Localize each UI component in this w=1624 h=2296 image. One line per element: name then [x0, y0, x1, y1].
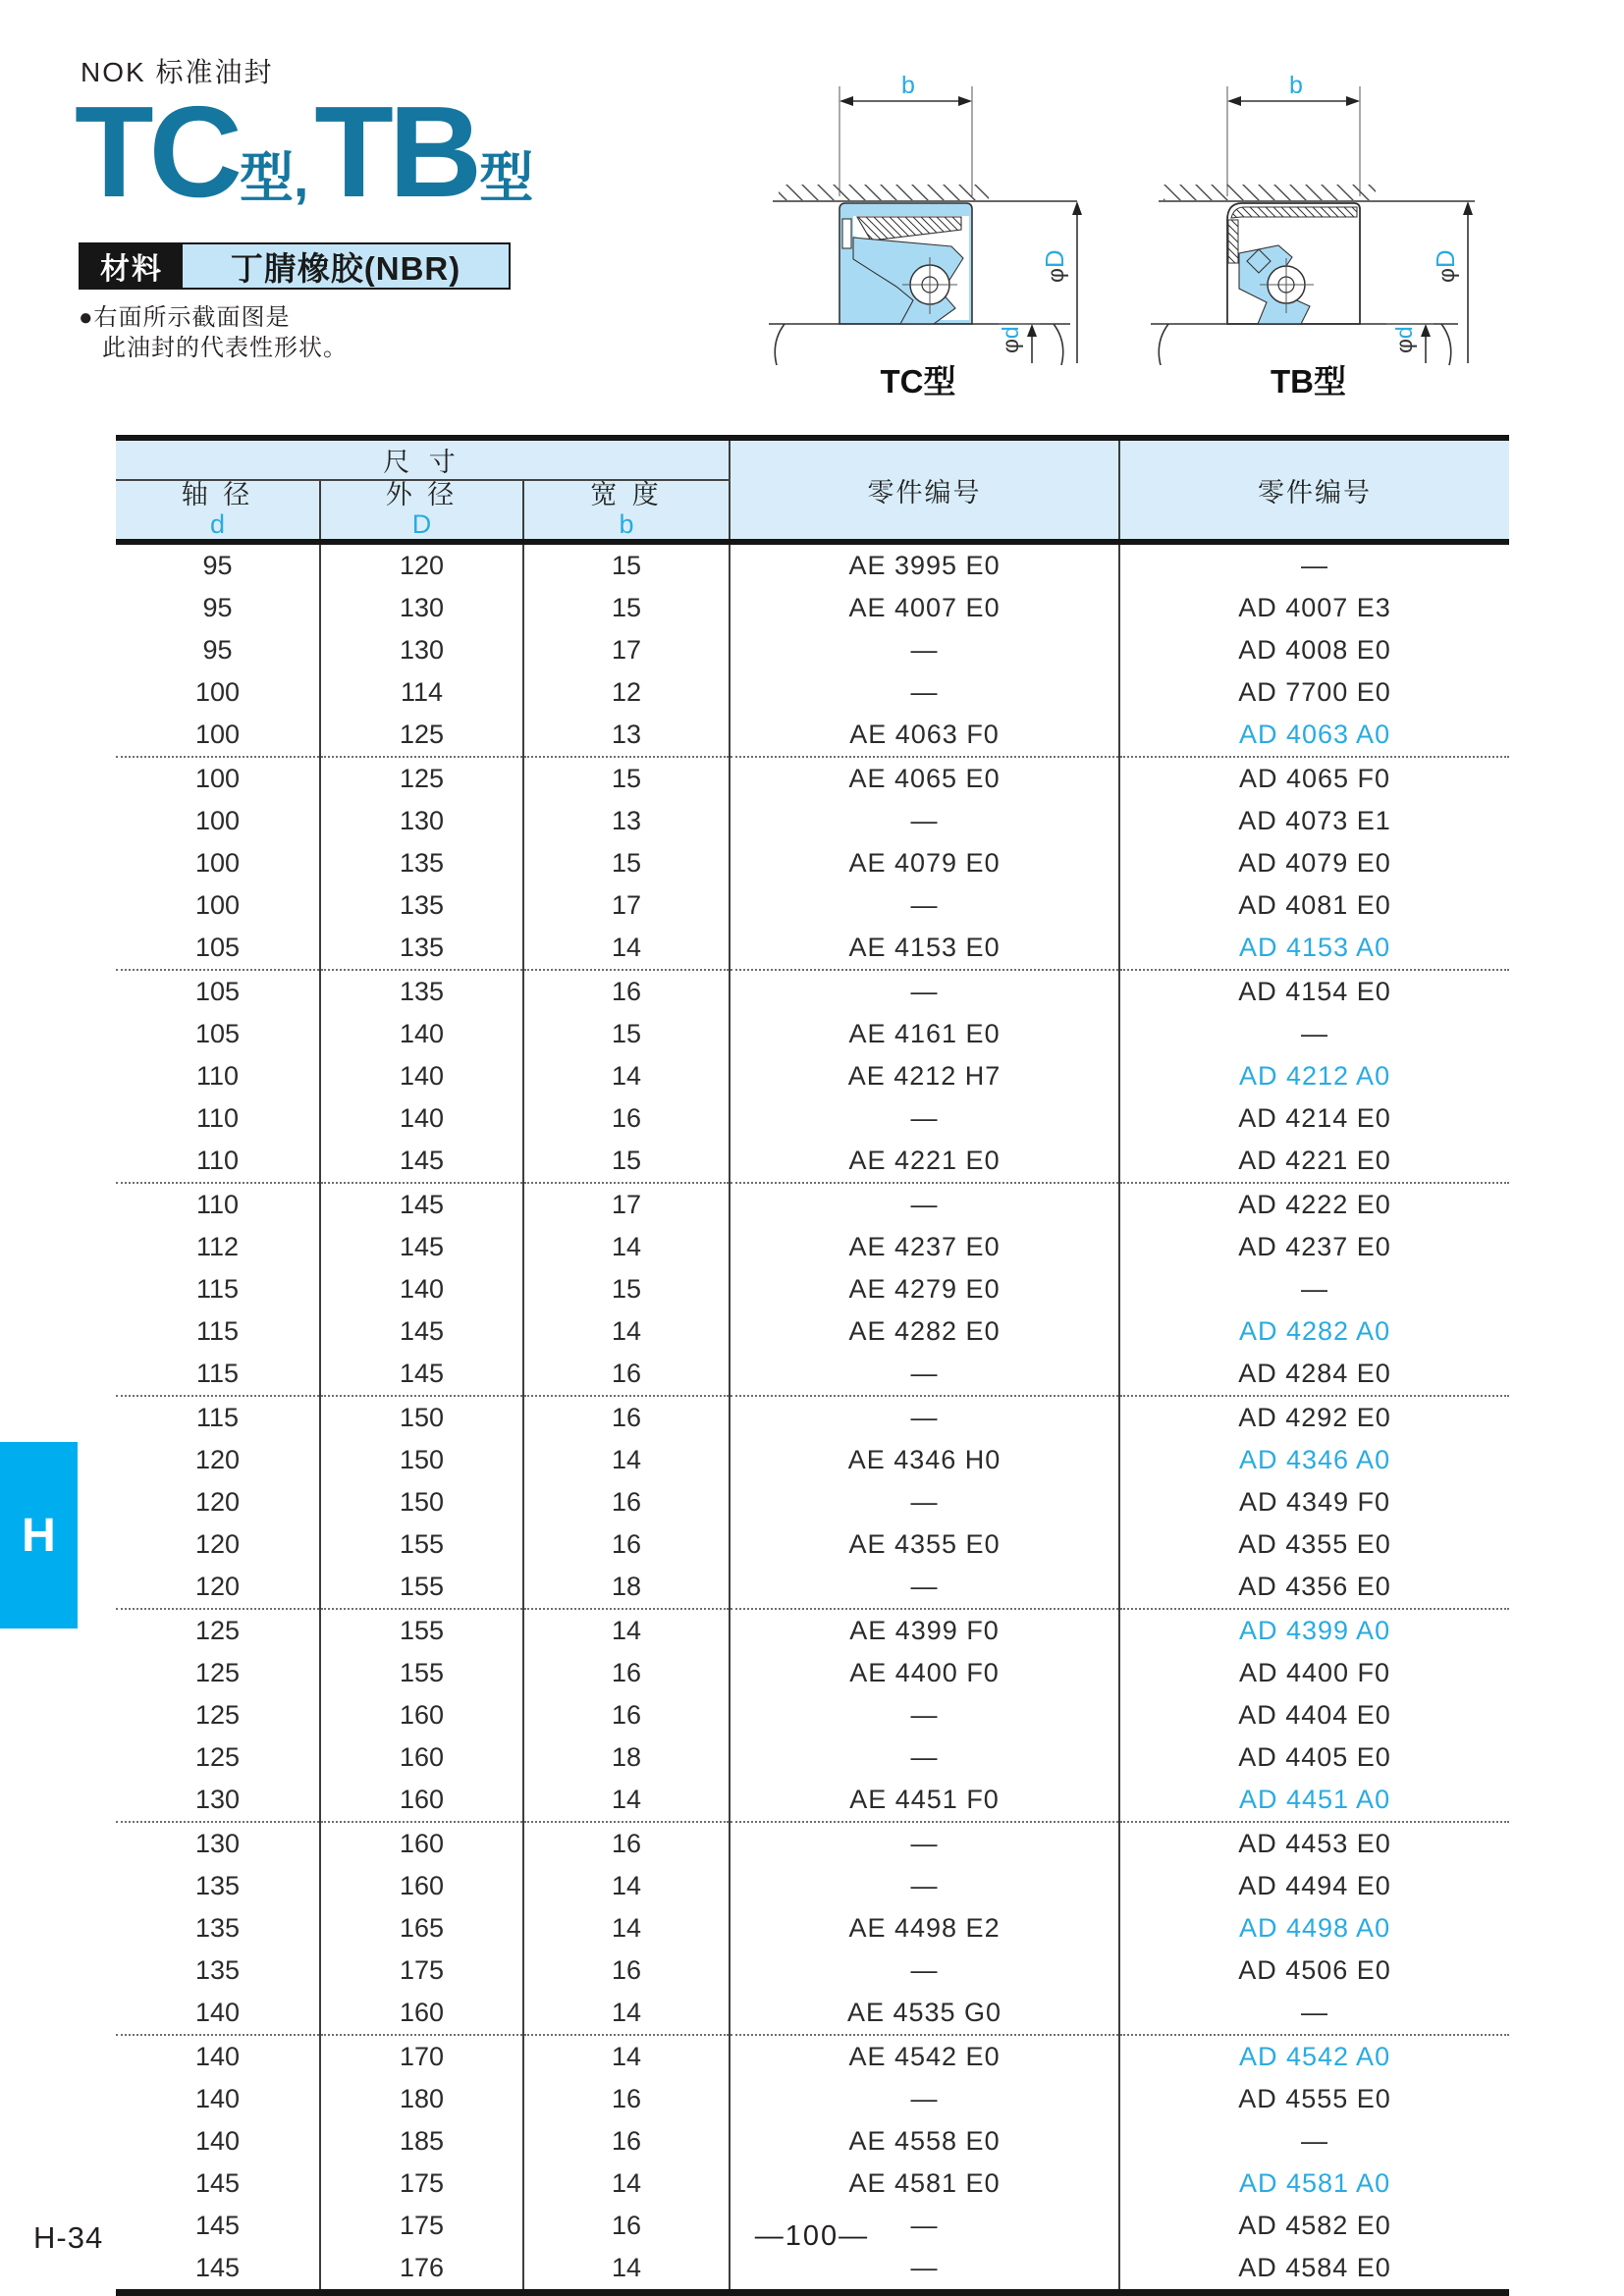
cell-shaft-diameter: 145 — [194, 2211, 241, 2241]
table-row — [116, 800, 1509, 842]
cell-outer-diameter: 114 — [320, 671, 523, 714]
title-tb-suffix: 型 — [479, 147, 534, 208]
header-part-number-tc: 零件编号 — [730, 438, 1119, 542]
cell-part-number-tb: AD 4581 A0 — [1119, 2163, 1509, 2205]
table-row — [116, 1992, 1509, 2035]
material-bar — [79, 242, 511, 290]
cell-part-number-tb: AD 4292 E0 — [1119, 1396, 1509, 1439]
tc-dim-d-label: φd — [998, 326, 1023, 353]
cell-width: 14 — [523, 2035, 730, 2078]
cell-shaft-diameter: 115 — [195, 1316, 240, 1347]
tc-diagram-caption: TC型 — [880, 363, 956, 400]
section-tab-h: H — [0, 1442, 78, 1629]
table-row — [116, 1353, 1509, 1396]
cell-shaft-diameter: 115 — [195, 1274, 240, 1305]
table-row — [116, 970, 1509, 1013]
cell-shaft-diameter: 110 — [195, 1061, 240, 1092]
cell-outer-diameter: 130 — [320, 587, 523, 629]
table-row — [116, 1396, 1509, 1439]
cell-part-number-tc: AE 4161 E0 — [730, 1013, 1119, 1055]
cell-part-number-tc: AE 4279 E0 — [730, 1268, 1119, 1310]
table-row — [116, 1609, 1509, 1652]
cell-width: 14 — [523, 1907, 730, 1949]
cell-part-number-tc: AE 4542 E0 — [730, 2035, 1119, 2078]
cell-part-number-tc: AE 4065 E0 — [730, 757, 1119, 800]
cell-outer-diameter: 135 — [320, 927, 523, 970]
tc-dim-D-label: φD — [1040, 249, 1069, 283]
header-outer-diameter: 外 径 D — [320, 480, 523, 542]
cell-part-number-tb: AD 4222 E0 — [1119, 1183, 1509, 1226]
table-row — [116, 1310, 1509, 1353]
tc-seal-cross-section-diagram — [751, 71, 1085, 365]
cell-part-number-tb: AD 4453 E0 — [1119, 1822, 1509, 1865]
cell-part-number-tb: AD 4582 E0 — [1119, 2205, 1509, 2247]
cell-part-number-tb: AD 4073 E1 — [1119, 800, 1509, 842]
cell-part-number-tb: AD 7700 E0 — [1119, 671, 1509, 714]
cell-width: 16 — [523, 1822, 730, 1865]
cell-shaft-diameter: 120 — [194, 1487, 241, 1518]
cell-outer-diameter: 185 — [320, 2120, 523, 2163]
cell-outer-diameter: 160 — [320, 1694, 523, 1736]
cell-width: 14 — [523, 2247, 730, 2293]
table-row — [116, 927, 1509, 970]
cell-part-number-tb: AD 4400 F0 — [1119, 1652, 1509, 1694]
cell-width: 14 — [523, 1310, 730, 1353]
cell-part-number-tc: — — [730, 2078, 1119, 2120]
cell-shaft-diameter: 95 — [202, 593, 233, 623]
cell-width: 16 — [523, 1097, 730, 1140]
cell-width: 14 — [523, 2163, 730, 2205]
cell-part-number-tc: — — [730, 1183, 1119, 1226]
cell-shaft-diameter: 125 — [194, 1658, 241, 1688]
cell-shaft-diameter: 120 — [194, 1529, 241, 1560]
table-row — [116, 1949, 1509, 1992]
table-row — [116, 671, 1509, 714]
cell-part-number-tc: AE 4212 H7 — [730, 1055, 1119, 1097]
footer-page-code: H-34 — [33, 2220, 104, 2255]
cell-part-number-tc: AE 4400 F0 — [730, 1652, 1119, 1694]
table-row — [116, 1013, 1509, 1055]
material-value: 丁腈橡胶(NBR) — [183, 244, 509, 288]
table-row — [116, 884, 1509, 927]
table-row — [116, 2120, 1509, 2163]
table-row — [116, 1822, 1509, 1865]
cell-outer-diameter: 160 — [320, 1865, 523, 1907]
table-header — [116, 438, 1509, 542]
cell-width: 16 — [523, 2120, 730, 2163]
cell-outer-diameter: 155 — [320, 1566, 523, 1609]
cell-shaft-diameter: 115 — [195, 1403, 240, 1433]
cell-outer-diameter: 150 — [320, 1396, 523, 1439]
cell-part-number-tc: AE 4221 E0 — [730, 1140, 1119, 1183]
cell-part-number-tc: AE 4498 E2 — [730, 1907, 1119, 1949]
cell-part-number-tb: AD 4081 E0 — [1119, 884, 1509, 927]
cell-part-number-tc: AE 4007 E0 — [730, 587, 1119, 629]
cell-part-number-tc: AE 4581 E0 — [730, 2163, 1119, 2205]
cell-part-number-tb: AD 4237 E0 — [1119, 1226, 1509, 1268]
table-row — [116, 1566, 1509, 1609]
table-row — [116, 2078, 1509, 2120]
cell-part-number-tb: — — [1119, 1268, 1509, 1310]
cell-outer-diameter: 140 — [320, 1097, 523, 1140]
title-tb: TB — [314, 80, 478, 224]
cell-part-number-tc: — — [730, 1736, 1119, 1779]
table-row — [116, 1523, 1509, 1566]
table-row — [116, 2163, 1509, 2205]
cell-shaft-diameter: 135 — [194, 1913, 241, 1944]
cell-part-number-tc: AE 4153 E0 — [730, 927, 1119, 970]
cell-shaft-diameter: 95 — [202, 551, 233, 581]
table-row — [116, 1183, 1509, 1226]
cell-shaft-diameter: 105 — [116, 927, 320, 970]
cell-part-number-tb: AD 4007 E3 — [1119, 587, 1509, 629]
cell-width: 12 — [523, 671, 730, 714]
cell-part-number-tc: AE 4451 F0 — [730, 1779, 1119, 1822]
table-row — [116, 1694, 1509, 1736]
cell-part-number-tc: — — [730, 884, 1119, 927]
table-row — [116, 1481, 1509, 1523]
cell-width: 16 — [523, 970, 730, 1013]
cell-part-number-tc: — — [730, 1822, 1119, 1865]
table-row — [116, 1439, 1509, 1481]
cell-outer-diameter: 140 — [320, 1268, 523, 1310]
cell-shaft-diameter: 120 — [116, 1566, 320, 1609]
table-row — [116, 1736, 1509, 1779]
cell-outer-diameter: 135 — [320, 884, 523, 927]
header-shaft-diameter: 轴 径 d — [116, 480, 320, 542]
cell-outer-diameter: 145 — [320, 1226, 523, 1268]
cell-shaft-diameter: 110 — [116, 1140, 320, 1183]
cell-shaft-diameter: 145 — [194, 2168, 241, 2199]
cell-shaft-diameter: 140 — [116, 1992, 320, 2035]
title-tc: TC — [75, 80, 238, 224]
cell-part-number-tb: AD 4284 E0 — [1119, 1353, 1509, 1396]
cell-width: 13 — [523, 800, 730, 842]
cell-shaft-diameter: 100 — [194, 764, 241, 794]
cell-outer-diameter: 160 — [320, 1822, 523, 1865]
cell-width: 14 — [523, 1226, 730, 1268]
table-row — [116, 1226, 1509, 1268]
cell-outer-diameter: 140 — [320, 1055, 523, 1097]
tb-seal-cross-section-diagram — [1129, 71, 1488, 365]
cell-width: 14 — [523, 1779, 730, 1822]
cell-part-number-tb: AD 4584 E0 — [1119, 2247, 1509, 2293]
cell-part-number-tc: AE 4346 H0 — [730, 1439, 1119, 1481]
cell-outer-diameter: 145 — [320, 1140, 523, 1183]
cell-width: 14 — [523, 1865, 730, 1907]
cell-part-number-tc: AE 4399 F0 — [730, 1609, 1119, 1652]
cell-part-number-tb: — — [1119, 542, 1509, 587]
cell-width: 16 — [523, 1481, 730, 1523]
cell-part-number-tb: AD 4542 A0 — [1119, 2035, 1509, 2078]
cell-part-number-tc: — — [730, 671, 1119, 714]
cell-outer-diameter: 130 — [320, 629, 523, 671]
cell-part-number-tb: AD 4079 E0 — [1119, 842, 1509, 884]
cell-part-number-tc: AE 4063 F0 — [730, 714, 1119, 757]
page-eyebrow: NOK 标准油封 — [81, 57, 274, 87]
cell-part-number-tb: AD 4405 E0 — [1119, 1736, 1509, 1779]
cell-shaft-diameter: 135 — [194, 1871, 241, 1901]
cell-part-number-tb: AD 4212 A0 — [1119, 1055, 1509, 1097]
cell-outer-diameter: 175 — [320, 1949, 523, 1992]
cell-part-number-tb: — — [1119, 2120, 1509, 2163]
cell-outer-diameter: 155 — [320, 1523, 523, 1566]
tb-dim-d-label: φd — [1391, 326, 1417, 353]
table-row — [116, 1907, 1509, 1949]
tb-dim-b-label: b — [1289, 72, 1303, 99]
cell-shaft-diameter: 115 — [116, 1353, 320, 1396]
tb-dim-D-label: φD — [1431, 249, 1460, 283]
cell-shaft-diameter: 130 — [116, 1779, 320, 1822]
cell-outer-diameter: 175 — [320, 2163, 523, 2205]
cell-outer-diameter: 135 — [320, 970, 523, 1013]
cell-outer-diameter: 130 — [320, 800, 523, 842]
cell-outer-diameter: 150 — [320, 1481, 523, 1523]
cell-part-number-tc: — — [730, 1481, 1119, 1523]
cell-part-number-tb: AD 4356 E0 — [1119, 1566, 1509, 1609]
seal-size-table — [116, 435, 1509, 2296]
cell-part-number-tb: AD 4355 E0 — [1119, 1523, 1509, 1566]
cell-width: 15 — [523, 1013, 730, 1055]
table-row — [116, 2035, 1509, 2078]
cell-outer-diameter: 135 — [320, 842, 523, 884]
table-row — [116, 1652, 1509, 1694]
page-title — [75, 82, 539, 223]
cell-part-number-tc: — — [730, 629, 1119, 671]
cell-width: 13 — [523, 714, 730, 757]
cell-part-number-tc: AE 4079 E0 — [730, 842, 1119, 884]
cell-width: 16 — [523, 1396, 730, 1439]
cell-outer-diameter: 155 — [320, 1652, 523, 1694]
cell-outer-diameter: 155 — [320, 1609, 523, 1652]
header-size-group: 尺 寸 — [116, 438, 730, 480]
cell-part-number-tb: AD 4214 E0 — [1119, 1097, 1509, 1140]
table-row — [116, 542, 1509, 587]
cell-shaft-diameter: 135 — [194, 1955, 241, 1986]
cell-outer-diameter: 145 — [320, 1310, 523, 1353]
cell-part-number-tb: AD 4063 A0 — [1119, 714, 1509, 757]
table-row — [116, 842, 1509, 884]
cell-shaft-diameter: 100 — [116, 714, 320, 757]
cell-shaft-diameter: 105 — [194, 977, 241, 1007]
cell-width: 16 — [523, 1353, 730, 1396]
note-line-1: ●右面所示截面图是 — [79, 304, 291, 331]
cell-part-number-tb: AD 4282 A0 — [1119, 1310, 1509, 1353]
cell-shaft-diameter: 110 — [195, 1103, 240, 1134]
cell-outer-diameter: 120 — [320, 542, 523, 587]
cell-shaft-diameter: 145 — [116, 2247, 320, 2293]
cell-outer-diameter: 176 — [320, 2247, 523, 2293]
cell-part-number-tb: AD 4555 E0 — [1119, 2078, 1509, 2120]
cell-width: 16 — [523, 1694, 730, 1736]
cell-width: 16 — [523, 2205, 730, 2247]
cell-shaft-diameter: 140 — [194, 2042, 241, 2072]
cell-shaft-diameter: 100 — [194, 806, 241, 836]
cell-shaft-diameter: 120 — [194, 1445, 241, 1475]
cell-part-number-tb: AD 4399 A0 — [1119, 1609, 1509, 1652]
cell-width: 15 — [523, 1268, 730, 1310]
cell-outer-diameter: 145 — [320, 1353, 523, 1396]
cell-outer-diameter: 160 — [320, 1992, 523, 2035]
cell-width: 14 — [523, 927, 730, 970]
cell-outer-diameter: 140 — [320, 1013, 523, 1055]
cell-part-number-tb: AD 4221 E0 — [1119, 1140, 1509, 1183]
cell-part-number-tc: AE 4535 G0 — [730, 1992, 1119, 2035]
cell-width: 17 — [523, 884, 730, 927]
table-row — [116, 1268, 1509, 1310]
cell-outer-diameter: 150 — [320, 1439, 523, 1481]
cell-part-number-tb: AD 4494 E0 — [1119, 1865, 1509, 1907]
table-row — [116, 1865, 1509, 1907]
cell-shaft-diameter: 105 — [194, 1019, 241, 1049]
cell-shaft-diameter: 140 — [194, 2126, 241, 2157]
cell-outer-diameter: 165 — [320, 1907, 523, 1949]
cell-part-number-tc: AE 3995 E0 — [730, 542, 1119, 587]
cell-width: 15 — [523, 1140, 730, 1183]
cell-width: 16 — [523, 1949, 730, 1992]
table-body — [116, 542, 1509, 2293]
cell-part-number-tc: AE 4237 E0 — [730, 1226, 1119, 1268]
cell-part-number-tc: — — [730, 1396, 1119, 1439]
cell-part-number-tb: AD 4506 E0 — [1119, 1949, 1509, 1992]
cell-width: 15 — [523, 842, 730, 884]
cell-width: 16 — [523, 1652, 730, 1694]
cell-shaft-diameter: 140 — [194, 2084, 241, 2114]
cell-width: 14 — [523, 1439, 730, 1481]
tb-diagram-caption: TB型 — [1271, 363, 1346, 400]
note-line-2: 此油封的代表性形状。 — [102, 335, 348, 361]
cell-width: 17 — [523, 629, 730, 671]
cell-width: 15 — [523, 587, 730, 629]
table-row — [116, 1779, 1509, 1822]
cell-width: 18 — [523, 1736, 730, 1779]
table-row — [116, 587, 1509, 629]
cell-part-number-tc: — — [730, 1694, 1119, 1736]
cell-shaft-diameter: 110 — [195, 1190, 240, 1220]
table-row — [116, 757, 1509, 800]
cell-shaft-diameter: 112 — [195, 1232, 240, 1262]
cell-shaft-diameter: 100 — [194, 848, 241, 879]
cell-part-number-tc: — — [730, 1865, 1119, 1907]
cell-width: 14 — [523, 1992, 730, 2035]
cell-part-number-tc: — — [730, 2205, 1119, 2247]
cell-width: 14 — [523, 1609, 730, 1652]
cell-part-number-tc: — — [730, 800, 1119, 842]
cell-outer-diameter: 175 — [320, 2205, 523, 2247]
cell-part-number-tb: AD 4451 A0 — [1119, 1779, 1509, 1822]
cell-width: 17 — [523, 1183, 730, 1226]
table-row — [116, 1140, 1509, 1183]
cell-width: 18 — [523, 1566, 730, 1609]
cell-width: 14 — [523, 1055, 730, 1097]
cell-outer-diameter: 125 — [320, 714, 523, 757]
cell-shaft-diameter: 95 — [202, 635, 233, 666]
table-row — [116, 714, 1509, 757]
cell-shaft-diameter: 125 — [194, 1700, 241, 1731]
table-row — [116, 2247, 1509, 2293]
table-row — [116, 629, 1509, 671]
cell-part-number-tc: — — [730, 1949, 1119, 1992]
seal-size-table-wrap — [116, 435, 1509, 2296]
cell-outer-diameter: 160 — [320, 1736, 523, 1779]
cell-shaft-diameter: 100 — [194, 890, 241, 921]
tc-dim-b-label: b — [901, 72, 915, 99]
cell-part-number-tb: AD 4153 A0 — [1119, 927, 1509, 970]
cell-part-number-tc: — — [730, 1097, 1119, 1140]
cell-outer-diameter: 145 — [320, 1183, 523, 1226]
header-part-number-tb: 零件编号 — [1119, 438, 1509, 542]
cell-part-number-tb: AD 4008 E0 — [1119, 629, 1509, 671]
cell-width: 16 — [523, 1523, 730, 1566]
cell-part-number-tc: AE 4558 E0 — [730, 2120, 1119, 2163]
cell-width: 15 — [523, 542, 730, 587]
cell-part-number-tb: AD 4346 A0 — [1119, 1439, 1509, 1481]
cell-shaft-diameter: 100 — [194, 677, 241, 708]
material-label: 材料 — [81, 244, 183, 288]
cell-outer-diameter: 125 — [320, 757, 523, 800]
cell-part-number-tc: — — [730, 1353, 1119, 1396]
cell-part-number-tb: — — [1119, 1013, 1509, 1055]
cell-part-number-tb: AD 4065 F0 — [1119, 757, 1509, 800]
cell-part-number-tb: AD 4154 E0 — [1119, 970, 1509, 1013]
cell-part-number-tc: AE 4282 E0 — [730, 1310, 1119, 1353]
cell-width: 16 — [523, 2078, 730, 2120]
cell-shaft-diameter: 125 — [194, 1616, 241, 1646]
header-width: 宽 度 b — [523, 480, 730, 542]
cell-width: 15 — [523, 757, 730, 800]
cell-part-number-tc: — — [730, 970, 1119, 1013]
cell-part-number-tc: — — [730, 1566, 1119, 1609]
title-tc-suffix: 型, — [239, 147, 309, 208]
cell-part-number-tc: AE 4355 E0 — [730, 1523, 1119, 1566]
footer-page-number: —100— — [754, 2220, 870, 2252]
cell-part-number-tc: — — [730, 2247, 1119, 2293]
cell-outer-diameter: 170 — [320, 2035, 523, 2078]
cell-part-number-tb: AD 4498 A0 — [1119, 1907, 1509, 1949]
table-row — [116, 1097, 1509, 1140]
cell-shaft-diameter: 130 — [194, 1829, 241, 1859]
cell-shaft-diameter: 125 — [194, 1742, 241, 1773]
cell-part-number-tb: AD 4404 E0 — [1119, 1694, 1509, 1736]
cell-outer-diameter: 160 — [320, 1779, 523, 1822]
table-row — [116, 1055, 1509, 1097]
cell-part-number-tb: AD 4349 F0 — [1119, 1481, 1509, 1523]
cell-outer-diameter: 180 — [320, 2078, 523, 2120]
cell-part-number-tb: — — [1119, 1992, 1509, 2035]
